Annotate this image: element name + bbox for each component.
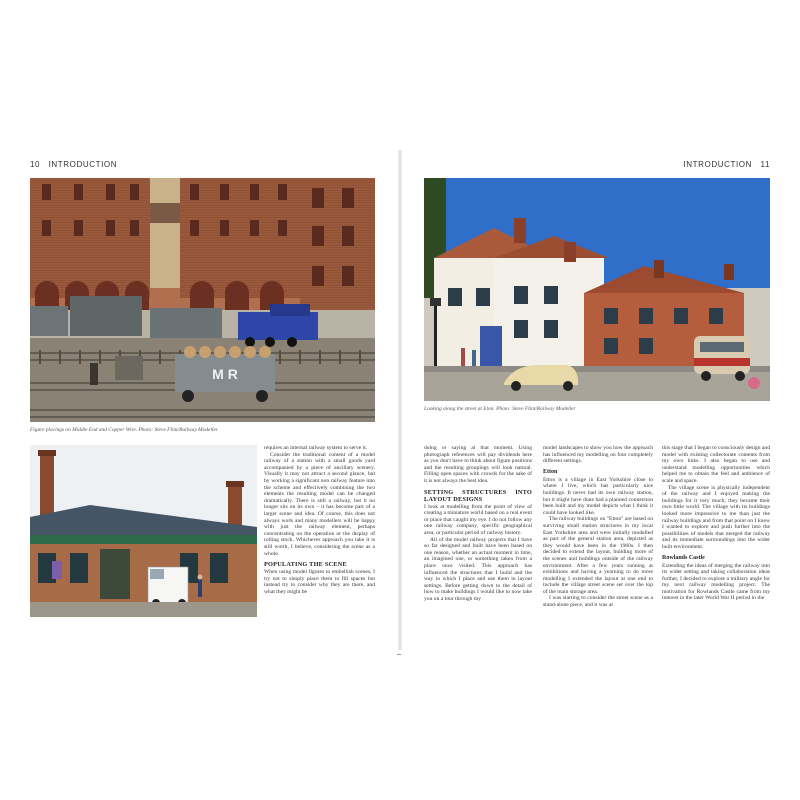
right-column-1	[543, 445, 653, 609]
running-head-title: INTRODUCTION	[683, 160, 753, 169]
paragraph: All of the model railway projects that I have so far designed and built have been based on one reason, whether an actual moment in time, an imagined one, or something taken from a place once visited. This approach has influenced the structures that I build and the way in which I place and use them in layout settings. Before getting down to the detail of how to make buildings I would like to now take you on a tour through my	[424, 536, 532, 602]
warehouse-diorama-photo	[30, 178, 375, 422]
page-number: 11	[760, 160, 770, 169]
paragraph: I was starting to consider the street scene as a stand-alone piece, and it was at	[543, 595, 653, 609]
village-street-photo	[424, 178, 770, 401]
section-heading: Rowlands Castle	[662, 554, 705, 561]
right-running-head	[683, 160, 770, 169]
paragraph: doing or saying at that moment. Using photograph references will pay dividends here as you don't have to think about figure positions and the resulting groupings will look natural. Filling open spaces with crowds for the sake of it is not always the best idea.	[424, 445, 532, 484]
paragraph: When using model figures to embellish scenes, I try not to simply place them to fill spaces but instead try to consider why they are there, and what they might be	[264, 569, 375, 595]
section-heading: Etton	[543, 468, 558, 475]
paragraph: Extending the ideas of merging the railway into its wider setting and taking collaboration ideas further, I decided to explore a military angle for my next railway modelling project. The motivation for Rowlands Castle came from my interest in the later World War II period in the	[662, 562, 770, 602]
left-top-photo-caption: Figure placings on Middle End and Copper Wire. Photo: Steve Flint/Railway Modeller	[30, 427, 218, 433]
paragraph: I look at modelling from the point of view of creating a miniature world based on a real event or place that caught my eye. I do not follow any one railway company, specific geographical area, or particular period of railway history.	[424, 503, 532, 536]
station-building-photo	[30, 445, 257, 617]
running-head-title: INTRODUCTION	[48, 160, 118, 169]
section-heading: SETTING STRUCTURES INTO LAYOUT DESIGNS	[424, 488, 532, 503]
wagon-lettering: M R	[212, 366, 238, 382]
paragraph: Consider the traditional content of a model railway of a station with a small goods yard accompanied by a piece of ancillary scenery. Visually it may not attract a second glance, but by working a significant non railway feature into the scheme and effectively combining the two elements the resulting model can be changed dramatically. There is still a railway, but it no longer sits on its own – it has become part of a larger scene and idea. Of course, this does not always work and many modellers will be happy with just the railway element, perhaps concentrating on the operation or the display of rolling stock. Whichever approach you take it is still worth, I believe, considering the scene as a whole.	[264, 451, 375, 557]
paragraph: model landscapes to show you how the approach has influenced my modelling on four completely different settings.	[543, 445, 653, 465]
paragraph: The village scene is physically independent of the railway and I enjoyed making the buildings for it very much; they became their own little world. The village with its buildings looked more impressive to me than just the railway buildings and from that point on I knew I wanted to explore and push further into the possibilities of models that merged the railway and its immediate surroundings into the wider built environment.	[662, 484, 770, 550]
left-page-column-2-continued	[424, 445, 532, 602]
right-column-2	[662, 445, 770, 602]
left-column-1	[264, 445, 375, 595]
paragraph: this stage that I began to consciously design and model with existing collectorate contents from my own links. I also began to use and understand modelling opportunities which helped me to obtain the feel and ambience of scale and space.	[662, 445, 770, 484]
center-mark	[397, 654, 401, 655]
right-top-photo-caption: Looking along the street at Eton. Photo: Steve Flint/Railway Modeller	[424, 406, 576, 412]
paragraph: Etton is a village in East Yorkshire close to where I live, which has particularly nice buildings. It never had its own railway station, but it might have done had a planned connection been built and my model depicts what I think it could have looked like.	[543, 476, 653, 516]
left-running-head	[30, 160, 117, 169]
right-page	[400, 0, 800, 800]
section-heading: POPULATING THE SCENE	[264, 561, 347, 569]
paragraph: requires an internal railway system to serve it.	[264, 445, 368, 451]
page-number: 10	[30, 160, 41, 169]
paragraph: The railway buildings on "Etton" are based on surviving small station structures in my local East Yorkshire area and were initially modelled as part of the general station area, depicted as they would have been in the 1960s. I then decided to extend the layout, building more of the scenes and buildings outside of the railway environment. After a few years running at exhibitions and having a yearning to do more modelling I extended the layout at one end to include the village street scene set over the top of the main storage area.	[543, 516, 653, 595]
